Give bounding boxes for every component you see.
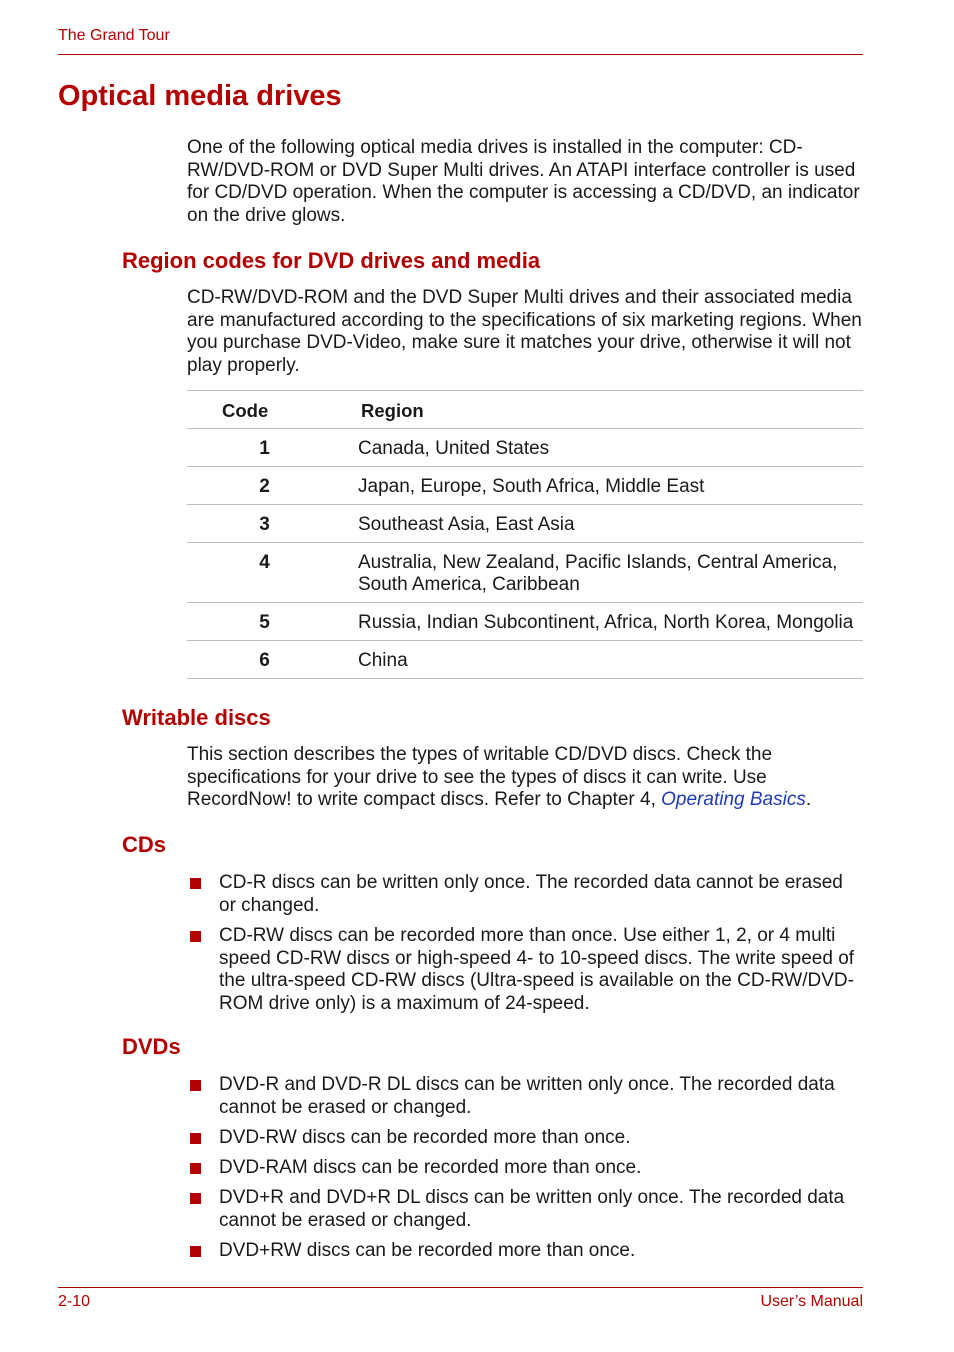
table-row (187, 641, 863, 679)
square-bullet-icon (190, 1133, 201, 1144)
dvds-list (187, 1074, 863, 1270)
list-item (187, 1240, 863, 1263)
list-item (187, 925, 863, 1016)
list-item (187, 1127, 863, 1150)
operating-basics-link[interactable]: Operating Basics (661, 789, 806, 811)
writable-discs-paragraph (187, 744, 867, 812)
table-cell-code: 6 (187, 641, 342, 679)
table-cell-region: Russia, Indian Subcontinent, Africa, North Korea, Mongolia (342, 603, 863, 641)
square-bullet-icon (190, 1163, 201, 1174)
table-header-code: Code (187, 391, 342, 429)
list-item-text: CD-RW discs can be recorded more than once. Use either 1, 2, or 4 multi speed CD-RW discs or high-speed 4- to 10-speed discs. The write speed of the ultra-speed CD-RW discs (Ultra-speed is available on the CD-RW/DVD-ROM drive only) is a maximum of 24-speed. (219, 924, 855, 1015)
table-row (187, 467, 863, 505)
table-header-region: Region (342, 391, 863, 429)
writable-text: This section describes the types of writable CD/DVD discs. Check the specifications for your drive to see the types of discs it can write. Use RecordNow! to write compact discs. Refer to Chapter 4, (187, 744, 773, 811)
writable-discs-heading: Writable discs (122, 705, 271, 730)
region-codes-heading: Region codes for DVD drives and media (122, 248, 541, 273)
manual-name: User’s Manual (760, 1293, 863, 1310)
cds-list (187, 872, 863, 1023)
running-header: The Grand Tour (58, 27, 170, 44)
table-cell-region: Southeast Asia, East Asia (342, 505, 863, 543)
list-item-text: DVD-R and DVD-R DL discs can be written only once. The recorded data cannot be erased or changed. (219, 1074, 835, 1118)
list-item-text: CD-R discs can be written only once. The recorded data cannot be erased or changed. (219, 872, 843, 916)
square-bullet-icon (190, 931, 201, 942)
table-cell-region: China (342, 641, 863, 679)
footer-rule (58, 1287, 863, 1288)
table-cell-code: 4 (187, 543, 342, 603)
header-rule (58, 54, 863, 55)
region-codes-paragraph: CD-RW/DVD-ROM and the DVD Super Multi drives and their associated media are manufactured according to the specifications of six marketing regions. When you purchase DVD-Video, make sure it matches your drive, otherwise it will not play properly. (187, 287, 862, 377)
list-item (187, 872, 863, 917)
region-codes-table (187, 390, 863, 679)
list-item-text: DVD+R and DVD+R DL discs can be written only once. The recorded data cannot be erased or changed. (219, 1187, 845, 1232)
cds-heading: CDs (122, 832, 167, 857)
table-header-row (187, 391, 863, 429)
list-item-text: DVD+RW discs can be recorded more than once. (219, 1240, 636, 1262)
square-bullet-icon (190, 878, 201, 889)
list-item (187, 1187, 863, 1232)
table-cell-code: 3 (187, 505, 342, 543)
dvds-heading: DVDs (122, 1034, 181, 1059)
table-cell-region: Japan, Europe, South Africa, Middle East (342, 467, 863, 505)
table-row (187, 543, 863, 603)
table-cell-code: 1 (187, 429, 342, 467)
table-cell-code: 5 (187, 603, 342, 641)
intro-paragraph: One of the following optical media drives is installed in the computer: CD-RW/DVD-ROM or DVD Super Multi drives. An ATAPI interface controller is used for CD/DVD operation. When the computer is accessing a CD/DVD, an indicator on the drive glows. (187, 137, 860, 227)
square-bullet-icon (190, 1080, 201, 1091)
square-bullet-icon (190, 1246, 201, 1257)
square-bullet-icon (190, 1193, 201, 1204)
list-item-text: DVD-RW discs can be recorded more than once. (219, 1126, 631, 1148)
table-row (187, 429, 863, 467)
table-cell-region: Canada, United States (342, 429, 863, 467)
list-item (187, 1074, 863, 1119)
list-item (187, 1157, 863, 1180)
table-row (187, 505, 863, 543)
page-number: 2-10 (58, 1293, 91, 1310)
table-cell-code: 2 (187, 467, 342, 505)
table-row (187, 603, 863, 641)
list-item-text: DVD-RAM discs can be recorded more than once. (219, 1157, 642, 1179)
page-title: Optical media drives (58, 80, 342, 112)
table-cell-region: Australia, New Zealand, Pacific Islands, Central America, South America, Caribbean (342, 543, 863, 603)
writable-text-end: . (805, 789, 812, 811)
